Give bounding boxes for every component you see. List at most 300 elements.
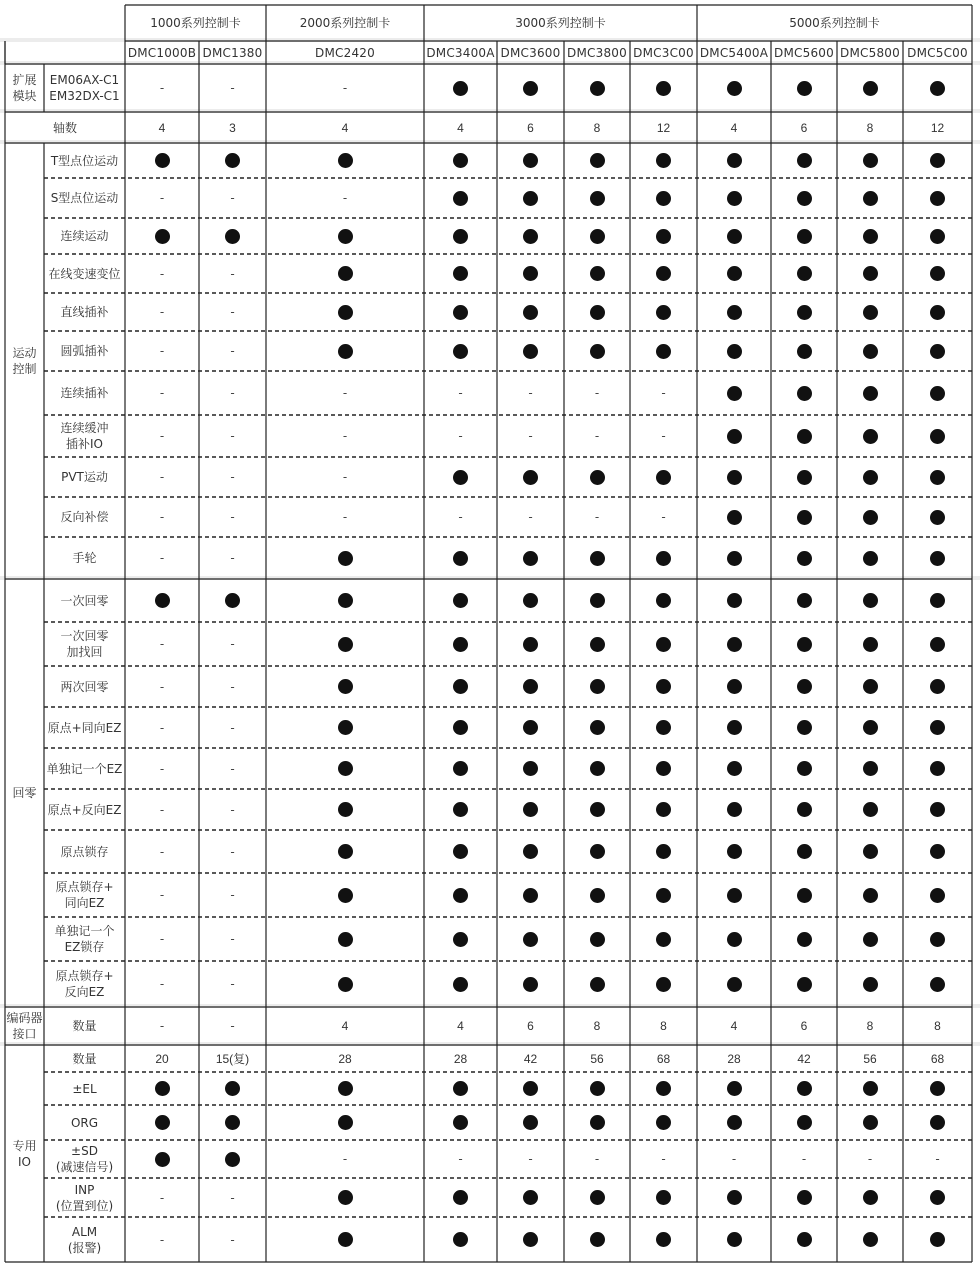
supported-dot-icon	[590, 344, 605, 359]
cell-text: -	[159, 429, 165, 443]
supported-dot-icon	[523, 153, 538, 168]
table-cell	[630, 1105, 697, 1140]
feature-label	[44, 579, 125, 622]
table-cell	[199, 1045, 266, 1072]
cell-text: PVT运动	[61, 470, 108, 484]
supported-dot-icon	[523, 191, 538, 206]
cell-line: (报警)	[67, 1240, 102, 1255]
supported-dot-icon	[797, 593, 812, 608]
supported-dot-icon	[453, 802, 468, 817]
cell-text: -	[342, 81, 348, 95]
cell-text: 数量	[72, 1051, 97, 1066]
table-cell	[771, 789, 837, 830]
table-cell	[125, 218, 199, 254]
cell-text: -	[342, 1152, 348, 1166]
supported-dot-icon	[863, 386, 878, 401]
table-cell	[424, 1105, 497, 1140]
table-cell	[199, 789, 266, 830]
feature-label	[44, 293, 125, 331]
table-cell	[630, 293, 697, 331]
supported-dot-icon	[727, 593, 742, 608]
table-cell	[266, 1178, 424, 1217]
table-cell	[497, 1217, 564, 1262]
table-cell	[630, 218, 697, 254]
feature-label	[44, 707, 125, 748]
table-cell	[564, 961, 630, 1007]
supported-dot-icon	[797, 977, 812, 992]
table-cell	[497, 707, 564, 748]
supported-dot-icon	[453, 81, 468, 96]
supported-dot-icon	[453, 679, 468, 694]
table-cell	[125, 254, 199, 293]
supported-dot-icon	[523, 977, 538, 992]
table-cell	[903, 789, 972, 830]
cell-line: 模块	[12, 89, 37, 103]
table-cell	[125, 293, 199, 331]
supported-dot-icon	[727, 266, 742, 281]
supported-dot-icon	[863, 932, 878, 947]
table-cell	[903, 707, 972, 748]
table-cell	[903, 415, 972, 457]
cell-text: 1000系列控制卡	[150, 16, 241, 30]
cell-text: -	[528, 510, 533, 524]
feature-label	[44, 371, 125, 415]
cell-text: 4	[158, 120, 166, 135]
cell-line: 编码器	[6, 1011, 43, 1025]
cell-text: 原点+同向EZ	[47, 720, 122, 735]
table-cell	[266, 1072, 424, 1105]
supported-dot-icon	[656, 551, 671, 566]
cell-lines	[6, 1010, 42, 1042]
cell-text: DMC3400A	[426, 45, 495, 60]
table-cell	[630, 666, 697, 707]
table-cell	[697, 293, 771, 331]
table-cell	[903, 537, 972, 579]
table-cell	[837, 789, 903, 830]
table-cell	[837, 830, 903, 873]
cell-line: 回零	[12, 786, 37, 800]
supported-dot-icon	[930, 266, 945, 281]
supported-dot-icon	[656, 679, 671, 694]
supported-dot-icon	[338, 802, 353, 817]
table-cell	[125, 1178, 199, 1217]
cell-text: DMC5800	[840, 45, 900, 60]
feature-label	[44, 1007, 125, 1045]
table-cell	[497, 371, 564, 415]
table-cell	[630, 371, 697, 415]
table-cell	[630, 748, 697, 789]
cell-line: 轴数	[52, 120, 77, 135]
table-cell	[564, 789, 630, 830]
supported-dot-icon	[656, 761, 671, 776]
table-cell	[697, 218, 771, 254]
supported-dot-icon	[453, 305, 468, 320]
cell-line: 单独记一个	[54, 924, 115, 938]
table-cell	[424, 331, 497, 371]
cell-line: IO	[18, 1154, 31, 1169]
supported-dot-icon	[453, 266, 468, 281]
table-cell	[630, 1045, 697, 1072]
feature-label	[44, 537, 125, 579]
table-cell	[903, 457, 972, 497]
model-header	[564, 41, 630, 64]
table-cell	[903, 873, 972, 917]
supported-dot-icon	[863, 510, 878, 525]
cell-text: -	[230, 1019, 235, 1033]
cell-text: 8	[866, 120, 874, 135]
cell-text: -	[230, 761, 235, 776]
cell-text: 连续插补	[60, 386, 109, 400]
cell-text: -	[159, 679, 165, 694]
supported-dot-icon	[863, 81, 878, 96]
cell-text: 数量	[72, 1019, 97, 1033]
supported-dot-icon	[523, 637, 538, 652]
cell-line: 加找回	[66, 645, 103, 659]
supported-dot-icon	[797, 637, 812, 652]
supported-dot-icon	[155, 1152, 170, 1167]
supported-dot-icon	[656, 1232, 671, 1247]
supported-dot-icon	[797, 344, 812, 359]
cell-text: -	[661, 386, 666, 400]
cell-text: -	[661, 429, 666, 443]
cell-lines	[56, 1182, 113, 1214]
cell-text: -	[731, 1152, 737, 1166]
cell-text: DMC5400A	[699, 45, 769, 60]
table-cell	[199, 830, 266, 873]
cell-text: -	[159, 802, 165, 817]
supported-dot-icon	[656, 153, 671, 168]
table-cell	[266, 143, 424, 178]
supported-dot-icon	[590, 229, 605, 244]
supported-dot-icon	[863, 191, 878, 206]
table-cell	[125, 789, 199, 830]
table-cell	[697, 961, 771, 1007]
table-cell	[199, 293, 266, 331]
table-cell	[903, 1045, 972, 1072]
table-cell	[424, 415, 497, 457]
supported-dot-icon	[727, 720, 742, 735]
supported-dot-icon	[453, 888, 468, 903]
table-cell	[697, 457, 771, 497]
table-cell	[125, 622, 199, 666]
table-cell	[903, 579, 972, 622]
series-header	[424, 5, 697, 41]
supported-dot-icon	[930, 761, 945, 776]
supported-dot-icon	[727, 679, 742, 694]
cell-text: T型点位运动	[50, 153, 119, 168]
table-cell	[497, 415, 564, 457]
cell-lines	[60, 628, 108, 660]
table-cell	[564, 622, 630, 666]
table-cell	[497, 873, 564, 917]
supported-dot-icon	[656, 720, 671, 735]
table-cell	[630, 917, 697, 961]
cell-text: 6	[527, 1019, 534, 1033]
table-cell	[199, 1178, 266, 1217]
cell-text: -	[594, 1152, 600, 1166]
feature-label	[44, 961, 125, 1007]
cell-text: -	[342, 470, 348, 484]
supported-dot-icon	[338, 1232, 353, 1247]
supported-dot-icon	[863, 802, 878, 817]
supported-dot-icon	[727, 1115, 742, 1130]
supported-dot-icon	[797, 266, 812, 281]
table-cell	[564, 457, 630, 497]
supported-dot-icon	[523, 1081, 538, 1096]
cell-text: -	[230, 637, 235, 651]
feature-label	[44, 830, 125, 873]
model-header	[424, 41, 497, 64]
cell-text: -	[230, 81, 235, 95]
supported-dot-icon	[590, 761, 605, 776]
supported-dot-icon	[797, 510, 812, 525]
cell-line: INP	[74, 1182, 95, 1197]
table-cell	[125, 537, 199, 579]
table-cell	[903, 293, 972, 331]
table-cell	[630, 961, 697, 1007]
table-cell	[564, 497, 630, 537]
supported-dot-icon	[338, 932, 353, 947]
cell-lines	[12, 785, 36, 801]
table-cell	[125, 1007, 199, 1045]
table-cell	[424, 917, 497, 961]
table-cell	[837, 331, 903, 371]
table-cell	[697, 143, 771, 178]
table-cell	[564, 1007, 630, 1045]
supported-dot-icon	[727, 1081, 742, 1096]
supported-dot-icon	[656, 344, 671, 359]
table-cell	[697, 64, 771, 112]
table-cell	[125, 457, 199, 497]
supported-dot-icon	[727, 637, 742, 652]
category-label	[5, 143, 44, 579]
supported-dot-icon	[523, 229, 538, 244]
supported-dot-icon	[797, 679, 812, 694]
table-cell	[424, 961, 497, 1007]
model-header	[630, 41, 697, 64]
table-cell	[497, 178, 564, 218]
table-cell	[125, 666, 199, 707]
supported-dot-icon	[863, 1232, 878, 1247]
table-cell	[697, 1178, 771, 1217]
feature-label	[44, 622, 125, 666]
table-cell	[903, 748, 972, 789]
table-cell	[837, 1217, 903, 1262]
table-cell	[697, 1217, 771, 1262]
table-cell	[564, 1045, 630, 1072]
cell-text: 68	[930, 1051, 945, 1066]
table-cell	[125, 961, 199, 1007]
cell-text: -	[230, 888, 235, 902]
cell-lines	[49, 72, 119, 104]
supported-dot-icon	[656, 1115, 671, 1130]
table-cell	[630, 457, 697, 497]
supported-dot-icon	[338, 551, 353, 566]
supported-dot-icon	[225, 229, 240, 244]
supported-dot-icon	[656, 637, 671, 652]
cell-text: 4	[457, 1019, 464, 1033]
supported-dot-icon	[727, 81, 742, 96]
supported-dot-icon	[523, 802, 538, 817]
table-cell	[903, 143, 972, 178]
supported-dot-icon	[863, 844, 878, 859]
supported-dot-icon	[590, 679, 605, 694]
table-cell	[564, 331, 630, 371]
table-cell	[199, 415, 266, 457]
cell-text: -	[867, 1152, 873, 1166]
cell-text: 8	[593, 1019, 601, 1033]
supported-dot-icon	[797, 1232, 812, 1247]
supported-dot-icon	[523, 551, 538, 566]
supported-dot-icon	[453, 720, 468, 735]
table-cell	[697, 1140, 771, 1178]
feature-label	[44, 1105, 125, 1140]
cell-text: 4	[341, 120, 349, 135]
supported-dot-icon	[727, 551, 742, 566]
cell-text: 68	[656, 1051, 671, 1066]
supported-dot-icon	[225, 593, 240, 608]
table-cell	[837, 1045, 903, 1072]
table-cell	[903, 497, 972, 537]
category-label	[5, 1045, 44, 1262]
table-cell	[125, 143, 199, 178]
supported-dot-icon	[453, 761, 468, 776]
cell-text: 28	[453, 1051, 468, 1066]
table-cell	[837, 1105, 903, 1140]
table-cell	[630, 830, 697, 873]
feature-label	[44, 415, 125, 457]
cell-lines	[12, 72, 36, 104]
table-cell	[199, 1105, 266, 1140]
table-cell	[630, 1007, 697, 1045]
model-header	[903, 41, 972, 64]
table-cell	[837, 143, 903, 178]
table-cell	[424, 497, 497, 537]
table-cell	[199, 1140, 266, 1178]
table-cell	[771, 830, 837, 873]
cell-text: -	[458, 510, 463, 524]
table-cell	[424, 1178, 497, 1217]
cell-text: ±EL	[72, 1081, 97, 1096]
table-cell	[266, 873, 424, 917]
table-cell	[266, 579, 424, 622]
table-cell	[199, 873, 266, 917]
table-cell	[266, 1045, 424, 1072]
table-cell	[630, 1072, 697, 1105]
table-cell	[771, 873, 837, 917]
supported-dot-icon	[155, 229, 170, 244]
table-cell	[771, 1140, 837, 1178]
supported-dot-icon	[590, 593, 605, 608]
table-cell	[564, 1105, 630, 1140]
table-cell	[837, 537, 903, 579]
table-cell	[199, 218, 266, 254]
feature-label	[44, 1045, 125, 1072]
supported-dot-icon	[930, 720, 945, 735]
table-cell	[424, 707, 497, 748]
supported-dot-icon	[338, 344, 353, 359]
cell-text: -	[230, 266, 235, 281]
supported-dot-icon	[727, 932, 742, 947]
table-cell	[837, 1072, 903, 1105]
supported-dot-icon	[930, 932, 945, 947]
table-cell	[771, 457, 837, 497]
table-cell	[771, 415, 837, 457]
supported-dot-icon	[590, 191, 605, 206]
table-cell	[497, 331, 564, 371]
table-cell	[903, 666, 972, 707]
supported-dot-icon	[797, 470, 812, 485]
supported-dot-icon	[797, 429, 812, 444]
supported-dot-icon	[338, 637, 353, 652]
supported-dot-icon	[523, 1115, 538, 1130]
cell-text: -	[159, 1190, 165, 1205]
series-header	[266, 5, 424, 41]
table-cell	[837, 293, 903, 331]
cell-text: -	[661, 510, 666, 524]
supported-dot-icon	[225, 153, 240, 168]
table-cell	[564, 1178, 630, 1217]
supported-dot-icon	[453, 191, 468, 206]
table-cell	[497, 497, 564, 537]
supported-dot-icon	[590, 1190, 605, 1205]
table-cell	[199, 1007, 266, 1045]
model-header	[266, 41, 424, 64]
table-cell	[697, 622, 771, 666]
table-cell	[125, 707, 199, 748]
supported-dot-icon	[453, 470, 468, 485]
table-cell	[125, 579, 199, 622]
table-cell	[266, 218, 424, 254]
table-cell	[497, 457, 564, 497]
table-cell	[697, 748, 771, 789]
cell-lines	[55, 968, 113, 1000]
supported-dot-icon	[523, 81, 538, 96]
table-cell	[771, 178, 837, 218]
supported-dot-icon	[590, 844, 605, 859]
category-label	[5, 64, 44, 112]
table-cell	[424, 64, 497, 112]
supported-dot-icon	[863, 593, 878, 608]
supported-dot-icon	[863, 551, 878, 566]
cell-text: -	[230, 802, 235, 817]
supported-dot-icon	[590, 977, 605, 992]
cell-text: 原点锁存	[60, 844, 109, 859]
cell-text: 反向补偿	[60, 510, 109, 524]
supported-dot-icon	[930, 593, 945, 608]
cell-text: DMC3600	[500, 45, 561, 60]
supported-dot-icon	[930, 510, 945, 525]
supported-dot-icon	[590, 81, 605, 96]
table-cell	[497, 218, 564, 254]
supported-dot-icon	[797, 802, 812, 817]
cell-text: 3	[229, 120, 236, 135]
table-cell	[837, 961, 903, 1007]
supported-dot-icon	[727, 888, 742, 903]
table-cell	[564, 707, 630, 748]
table-cell	[424, 748, 497, 789]
supported-dot-icon	[523, 305, 538, 320]
cell-text: -	[159, 470, 165, 484]
table-cell	[125, 371, 199, 415]
cell-text: 6	[800, 1019, 808, 1033]
table-cell	[266, 1007, 424, 1045]
table-cell	[697, 830, 771, 873]
supported-dot-icon	[590, 305, 605, 320]
supported-dot-icon	[930, 551, 945, 566]
supported-dot-icon	[930, 191, 945, 206]
supported-dot-icon	[656, 229, 671, 244]
